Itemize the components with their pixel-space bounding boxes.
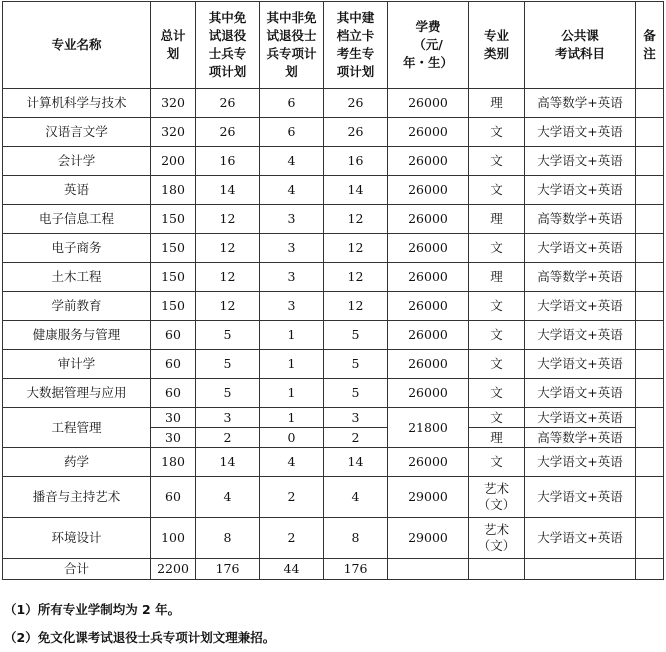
table-row	[3, 263, 664, 292]
table-row-engineering-mgmt-a	[3, 408, 664, 428]
cell-exempt: 3	[196, 408, 260, 428]
cell-subjects: 大学语文+英语	[525, 518, 636, 559]
cell-total-subjects	[525, 559, 636, 580]
cell-tuition: 26000	[388, 292, 469, 321]
cell-non-exempt: 6	[260, 89, 324, 118]
cell-total-category	[469, 559, 525, 580]
cell-exempt: 12	[196, 205, 260, 234]
cell-major: 审计学	[3, 350, 151, 379]
cell-total: 60	[151, 477, 196, 518]
cell-category: 文	[469, 292, 525, 321]
cell-poverty: 14	[324, 176, 388, 205]
table-row	[3, 234, 664, 263]
cell-exempt: 5	[196, 350, 260, 379]
cell-non-exempt: 4	[260, 448, 324, 477]
cell-major: 计算机科学与技术	[3, 89, 151, 118]
cell-total: 60	[151, 379, 196, 408]
cell-poverty: 12	[324, 234, 388, 263]
cell-subjects: 大学语文+英语	[525, 176, 636, 205]
cell-remarks	[636, 234, 664, 263]
cell-tuition: 26000	[388, 205, 469, 234]
cell-total-exempt: 176	[196, 559, 260, 580]
cell-total: 150	[151, 292, 196, 321]
cell-subjects: 大学语文+英语	[525, 234, 636, 263]
cell-total: 320	[151, 89, 196, 118]
cell-exempt: 5	[196, 379, 260, 408]
cell-major: 电子商务	[3, 234, 151, 263]
cell-tuition: 26000	[388, 350, 469, 379]
table-row	[3, 477, 664, 518]
cell-tuition: 26000	[388, 234, 469, 263]
cell-major: 大数据管理与应用	[3, 379, 151, 408]
cell-non-exempt: 3	[260, 263, 324, 292]
cell-subjects: 大学语文+英语	[525, 147, 636, 176]
cell-exempt: 14	[196, 176, 260, 205]
cell-total: 60	[151, 350, 196, 379]
cell-non-exempt: 1	[260, 379, 324, 408]
cell-category: 文	[469, 408, 525, 428]
cell-total-remarks	[636, 559, 664, 580]
cell-non-exempt: 0	[260, 428, 324, 448]
cell-subjects: 大学语文+英语	[525, 118, 636, 147]
cell-major: 学前教育	[3, 292, 151, 321]
cell-major: 环境设计	[3, 518, 151, 559]
table-row	[3, 205, 664, 234]
cell-major: 工程管理	[3, 408, 151, 448]
cell-tuition: 29000	[388, 477, 469, 518]
cell-total: 30	[151, 428, 196, 448]
cell-total-sum: 2200	[151, 559, 196, 580]
cell-remarks	[636, 89, 664, 118]
table-row	[3, 448, 664, 477]
cell-poverty: 5	[324, 321, 388, 350]
enrollment-plan-table	[2, 1, 664, 580]
cell-tuition: 26000	[388, 448, 469, 477]
cell-non-exempt: 1	[260, 321, 324, 350]
cell-non-exempt: 3	[260, 234, 324, 263]
cell-total: 150	[151, 205, 196, 234]
cell-category: 文	[469, 448, 525, 477]
cell-total-poverty: 176	[324, 559, 388, 580]
cell-total: 180	[151, 176, 196, 205]
cell-category: 理	[469, 205, 525, 234]
cell-remarks	[636, 448, 664, 477]
table-row	[3, 118, 664, 147]
cell-non-exempt: 3	[260, 292, 324, 321]
cell-exempt: 12	[196, 292, 260, 321]
cell-exempt: 5	[196, 321, 260, 350]
cell-subjects: 大学语文+英语	[525, 477, 636, 518]
cell-category: 文	[469, 176, 525, 205]
cell-category: 文	[469, 147, 525, 176]
cell-poverty: 3	[324, 408, 388, 428]
footnote-2: （2）免文化课考试退役士兵专项计划文理兼招。	[4, 630, 276, 645]
cell-poverty: 26	[324, 89, 388, 118]
cell-poverty: 12	[324, 205, 388, 234]
cell-category: 文	[469, 118, 525, 147]
footnotes	[4, 596, 275, 652]
cell-poverty: 16	[324, 147, 388, 176]
cell-category: 艺术 （文）	[469, 477, 525, 518]
cell-tuition: 26000	[388, 118, 469, 147]
header-row	[3, 2, 664, 89]
cell-poverty: 12	[324, 263, 388, 292]
header-poverty: 其中建 档立卡 考生专 项计划	[324, 2, 388, 89]
cell-poverty: 12	[324, 292, 388, 321]
cell-major: 播音与主持艺术	[3, 477, 151, 518]
cell-subjects: 大学语文+英语	[525, 379, 636, 408]
cell-total-non-exempt: 44	[260, 559, 324, 580]
cell-remarks	[636, 408, 664, 448]
cell-subjects: 高等数学+英语	[525, 89, 636, 118]
cell-major: 会计学	[3, 147, 151, 176]
cell-poverty: 5	[324, 350, 388, 379]
cell-exempt: 14	[196, 448, 260, 477]
cell-tuition: 26000	[388, 147, 469, 176]
cell-exempt: 2	[196, 428, 260, 448]
cell-tuition: 21800	[388, 408, 469, 448]
table-row	[3, 379, 664, 408]
cell-total: 320	[151, 118, 196, 147]
header-exempt-exam: 其中免 试退役 士兵专 项计划	[196, 2, 260, 89]
table-row	[3, 292, 664, 321]
cell-major: 健康服务与管理	[3, 321, 151, 350]
cell-exempt: 12	[196, 263, 260, 292]
table-row	[3, 89, 664, 118]
cell-exempt: 16	[196, 147, 260, 176]
cell-remarks	[636, 477, 664, 518]
header-total: 总计 划	[151, 2, 196, 89]
cell-tuition: 26000	[388, 89, 469, 118]
cell-poverty: 8	[324, 518, 388, 559]
cell-remarks	[636, 118, 664, 147]
cell-non-exempt: 3	[260, 205, 324, 234]
cell-subjects: 高等数学+英语	[525, 205, 636, 234]
cell-tuition: 26000	[388, 263, 469, 292]
cell-tuition: 26000	[388, 379, 469, 408]
footnote-1: （1）所有专业学制均为 2 年。	[4, 602, 181, 617]
cell-subjects: 大学语文+英语	[525, 321, 636, 350]
cell-tuition: 26000	[388, 176, 469, 205]
cell-subjects: 大学语文+英语	[525, 408, 636, 428]
header-major: 专业名称	[3, 2, 151, 89]
cell-major: 电子信息工程	[3, 205, 151, 234]
header-remarks: 备 注	[636, 2, 664, 89]
cell-exempt: 4	[196, 477, 260, 518]
table-row	[3, 147, 664, 176]
cell-total: 100	[151, 518, 196, 559]
cell-subjects: 高等数学+英语	[525, 263, 636, 292]
cell-poverty: 14	[324, 448, 388, 477]
cell-non-exempt: 1	[260, 408, 324, 428]
cell-exempt: 26	[196, 89, 260, 118]
cell-subjects: 大学语文+英语	[525, 350, 636, 379]
cell-total: 200	[151, 147, 196, 176]
cell-poverty: 4	[324, 477, 388, 518]
cell-major: 汉语言文学	[3, 118, 151, 147]
cell-poverty: 26	[324, 118, 388, 147]
cell-total: 30	[151, 408, 196, 428]
cell-total-tuition	[388, 559, 469, 580]
table-row	[3, 350, 664, 379]
cell-exempt: 12	[196, 234, 260, 263]
cell-tuition: 26000	[388, 321, 469, 350]
cell-subjects: 大学语文+英语	[525, 292, 636, 321]
cell-remarks	[636, 518, 664, 559]
cell-remarks	[636, 321, 664, 350]
cell-exempt: 26	[196, 118, 260, 147]
cell-category: 文	[469, 350, 525, 379]
header-exam-subjects: 公共课 考试科目	[525, 2, 636, 89]
cell-total-label: 合计	[3, 559, 151, 580]
table-row	[3, 518, 664, 559]
cell-subjects: 大学语文+英语	[525, 448, 636, 477]
cell-category: 文	[469, 379, 525, 408]
header-tuition: 学费 （元/ 年・生）	[388, 2, 469, 89]
cell-category: 艺术 （文）	[469, 518, 525, 559]
cell-total: 60	[151, 321, 196, 350]
cell-exempt: 8	[196, 518, 260, 559]
cell-total: 180	[151, 448, 196, 477]
cell-subjects: 高等数学+英语	[525, 428, 636, 448]
cell-poverty: 2	[324, 428, 388, 448]
cell-remarks	[636, 292, 664, 321]
cell-category: 理	[469, 263, 525, 292]
table-row	[3, 176, 664, 205]
cell-total: 150	[151, 263, 196, 292]
cell-remarks	[636, 379, 664, 408]
cell-remarks	[636, 176, 664, 205]
table-row-total	[3, 559, 664, 580]
cell-remarks	[636, 263, 664, 292]
cell-remarks	[636, 147, 664, 176]
header-non-exempt: 其中非免 试退役士 兵专项计 划	[260, 2, 324, 89]
cell-major: 土木工程	[3, 263, 151, 292]
cell-category: 理	[469, 89, 525, 118]
cell-non-exempt: 2	[260, 518, 324, 559]
cell-major: 英语	[3, 176, 151, 205]
cell-remarks	[636, 205, 664, 234]
cell-non-exempt: 6	[260, 118, 324, 147]
cell-category: 文	[469, 234, 525, 263]
cell-non-exempt: 1	[260, 350, 324, 379]
cell-non-exempt: 4	[260, 176, 324, 205]
header-category: 专业 类别	[469, 2, 525, 89]
cell-tuition: 29000	[388, 518, 469, 559]
cell-poverty: 5	[324, 379, 388, 408]
cell-remarks	[636, 350, 664, 379]
cell-total: 150	[151, 234, 196, 263]
cell-non-exempt: 2	[260, 477, 324, 518]
cell-non-exempt: 4	[260, 147, 324, 176]
cell-category: 文	[469, 321, 525, 350]
cell-category: 理	[469, 428, 525, 448]
table-row	[3, 321, 664, 350]
cell-major: 药学	[3, 448, 151, 477]
